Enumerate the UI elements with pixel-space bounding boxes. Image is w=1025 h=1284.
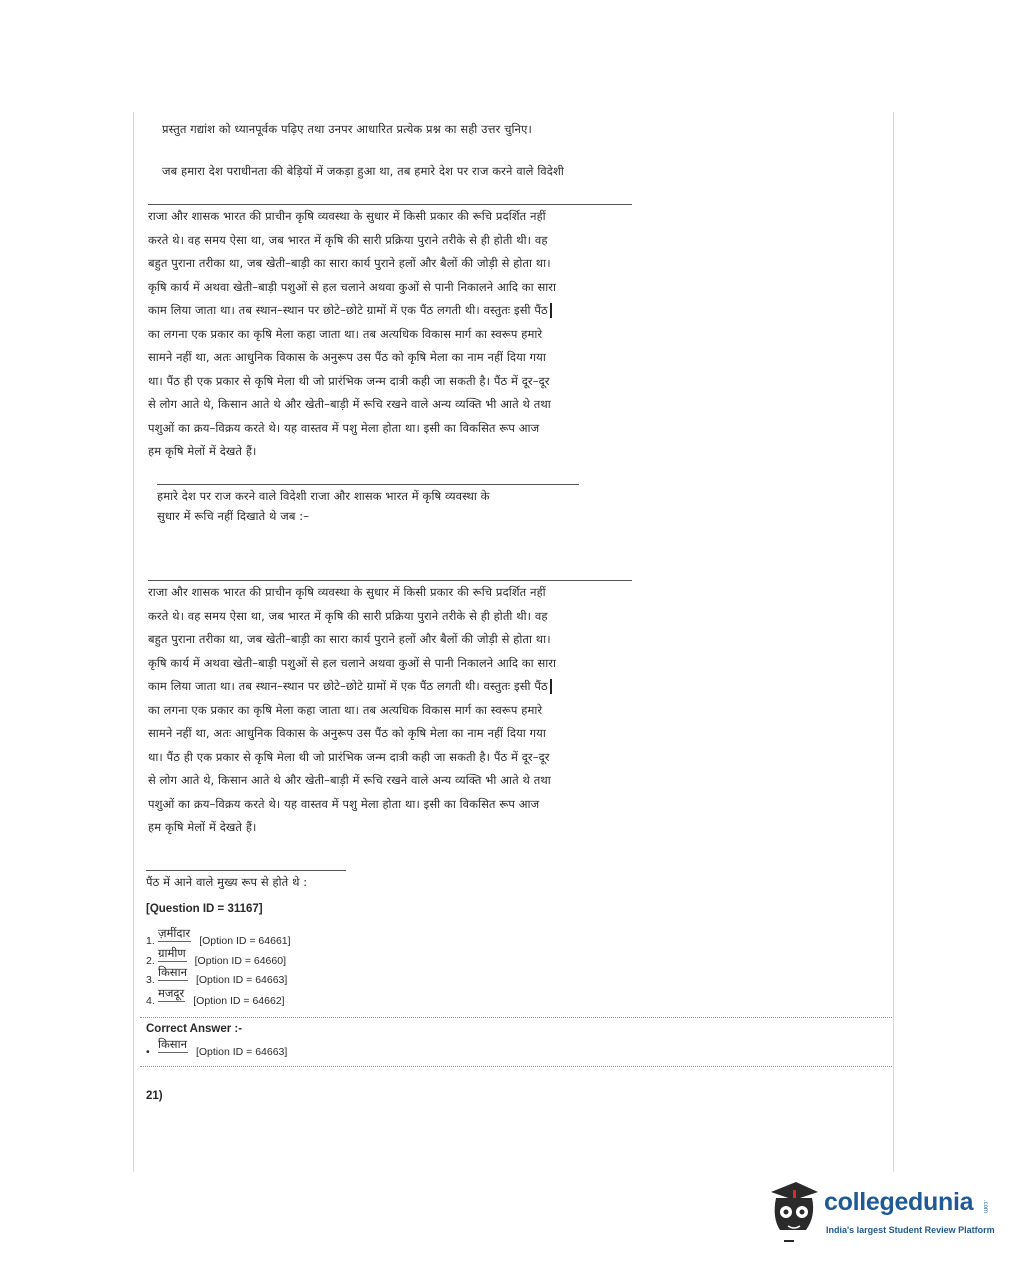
logo-wordmark: collegedunia [824, 1188, 974, 1216]
passage-line: का लगना एक प्रकार का कृषि मेला कहा जाता था। तब अत्यधिक विकास मार्ग का स्वरूप हमारे [148, 702, 543, 717]
passage-line: का लगना एक प्रकार का कृषि मेला कहा जाता था। तब अत्यधिक विकास मार्ग का स्वरूप हमारे [148, 326, 543, 341]
passage-line: बहुत पुराना तरीका था, जब खेती–बाड़ी का सारा कार्य पुराने हलों और बैलों की जोड़ी से होता था। [148, 256, 551, 270]
option-number: 2. [146, 955, 155, 967]
text-cursor-mark [550, 679, 552, 694]
instruction-text: प्रस्तुत गद्यांश को ध्यानपूर्वक पढ़िए तथा उनपर आधारित प्रत्येक प्रश्न का सही उत्तर चुनिए। [162, 122, 532, 136]
logo-domain: .com [982, 1200, 988, 1214]
divider [140, 1066, 892, 1067]
passage-line: पशुओं का क्रय–विक्रय करते थे। यह वास्तव में पशु मेला होता था। इसी का विकसित रूप आज [148, 796, 540, 811]
option-id: [Option ID = 64660] [194, 955, 286, 967]
option-number: 3. [146, 974, 155, 986]
passage-line: हम कृषि मेलों में देखते हैं। [148, 820, 257, 834]
previous-question-line: हमारे देश पर राज करने वाले विदेशी राजा और शासक भारत में कृषि व्यवस्था के [157, 489, 490, 503]
passage-line: काम लिया जाता था। तब स्थान–स्थान पर छोटे–छोटे ग्रामों में एक पैंठ लगती थी। वस्तुतः इसी पैंठ [148, 299, 632, 323]
passage-line: काम लिया जाता था। तब स्थान–स्थान पर छोटे–छोटे ग्रामों में एक पैंठ लगती थी। वस्तुतः इसी पैंठ [148, 675, 632, 699]
option-text: मजदूर [158, 986, 185, 1000]
passage-line: सामने नहीं था, अतः आधुनिक विकास के अनुरूप उस पैंठ को कृषि मेला का नाम नहीं दिया गया [148, 350, 546, 364]
passage-line: कृषि कार्य में अथवा खेती–बाड़ी पशुओं से हल चलाने अथवा कुओं से पानी निकालने आदि का सारा [148, 655, 557, 670]
question-id: [Question ID = 31167] [146, 903, 263, 915]
passage-line: था। पैंठ ही एक प्रकार से कृषि मेला थी जो प्रारंभिक जन्म दात्री कही जा सकती है। पैंठ में दूर–दूर [148, 749, 550, 764]
passage-line: राजा और शासक भारत की प्राचीन कृषि व्यवस्था के सुधार में किसी प्रकार की रूचि प्रदर्शित नहीं [148, 209, 546, 223]
next-question-number: 21) [146, 1090, 163, 1102]
option-text: किसान [158, 965, 187, 979]
bullet: • [146, 1046, 150, 1058]
passage-line: हम कृषि मेलों में देखते हैं। [148, 444, 257, 458]
passage-line: राजा और शासक भारत की प्राचीन कृषि व्यवस्था के सुधार में किसी प्रकार की रूचि प्रदर्शित नहीं [148, 585, 546, 599]
passage-intro-line: जब हमारा देश पराधीनता की बेड़ियों में जकड़ा हुआ था, तब हमारे देश पर राज करने वाले विदेशी [162, 164, 564, 178]
question-text: पैंठ में आने वाले मुख्य रूप से होते थे : [146, 870, 346, 895]
option-3[interactable] [146, 965, 288, 987]
correct-answer-label: Correct Answer :- [146, 1023, 243, 1035]
passage-line: कृषि कार्य में अथवा खेती–बाड़ी पशुओं से हल चलाने अथवा कुओं से पानी निकालने आदि का सारा [148, 279, 557, 294]
passage-line: सामने नहीं था, अतः आधुनिक विकास के अनुरूप उस पैंठ को कृषि मेला का नाम नहीं दिया गया [148, 726, 546, 740]
student-mascot-icon [766, 1178, 824, 1248]
previous-question [157, 484, 579, 528]
divider [140, 1017, 892, 1018]
passage-line: करते थे। वह समय ऐसा था, जब भारत में कृषि की सारी प्रक्रिया पुराने तरीके से ही होती थी। वह [148, 608, 548, 623]
correct-answer [146, 1037, 288, 1059]
collegedunia-logo[interactable] [766, 1178, 995, 1248]
passage-block-1 [148, 204, 632, 464]
option-text: ग्रामीण [158, 946, 186, 960]
text-cursor-mark [550, 303, 552, 318]
correct-answer-id: [Option ID = 64663] [195, 1046, 288, 1058]
option-4[interactable] [146, 986, 285, 1008]
option-number: 1. [146, 935, 155, 947]
option-id: [Option ID = 64663] [195, 974, 288, 986]
option-text: ज़मींदार [158, 926, 191, 940]
previous-question-line: सुधार में रूचि नहीं दिखाते थे जब :– [157, 508, 310, 523]
option-id: [Option ID = 64662] [193, 995, 285, 1007]
passage-line: से लोग आते थे, किसान आते थे और खेती–बाड़ी में रूचि रखने वाले अन्य व्यक्ति भी आते थे तथा [148, 773, 551, 787]
passage-block-2 [148, 580, 632, 840]
passage-line: बहुत पुराना तरीका था, जब खेती–बाड़ी का सारा कार्य पुराने हलों और बैलों की जोड़ी से होता था। [148, 632, 551, 646]
passage-line: था। पैंठ ही एक प्रकार से कृषि मेला थी जो प्रारंभिक जन्म दात्री कही जा सकती है। पैंठ में दूर–दूर [148, 373, 550, 388]
option-number: 4. [146, 995, 155, 1007]
correct-answer-text: किसान [158, 1037, 187, 1051]
passage-line: पशुओं का क्रय–विक्रय करते थे। यह वास्तव में पशु मेला होता था। इसी का विकसित रूप आज [148, 420, 540, 435]
option-id: [Option ID = 64661] [199, 935, 291, 947]
logo-tagline: India's largest Student Review Platform [826, 1225, 995, 1235]
passage-line: से लोग आते थे, किसान आते थे और खेती–बाड़ी में रूचि रखने वाले अन्य व्यक्ति भी आते थे तथा [148, 397, 551, 411]
passage-line: करते थे। वह समय ऐसा था, जब भारत में कृषि की सारी प्रक्रिया पुराने तरीके से ही होती थी। वह [148, 232, 548, 247]
